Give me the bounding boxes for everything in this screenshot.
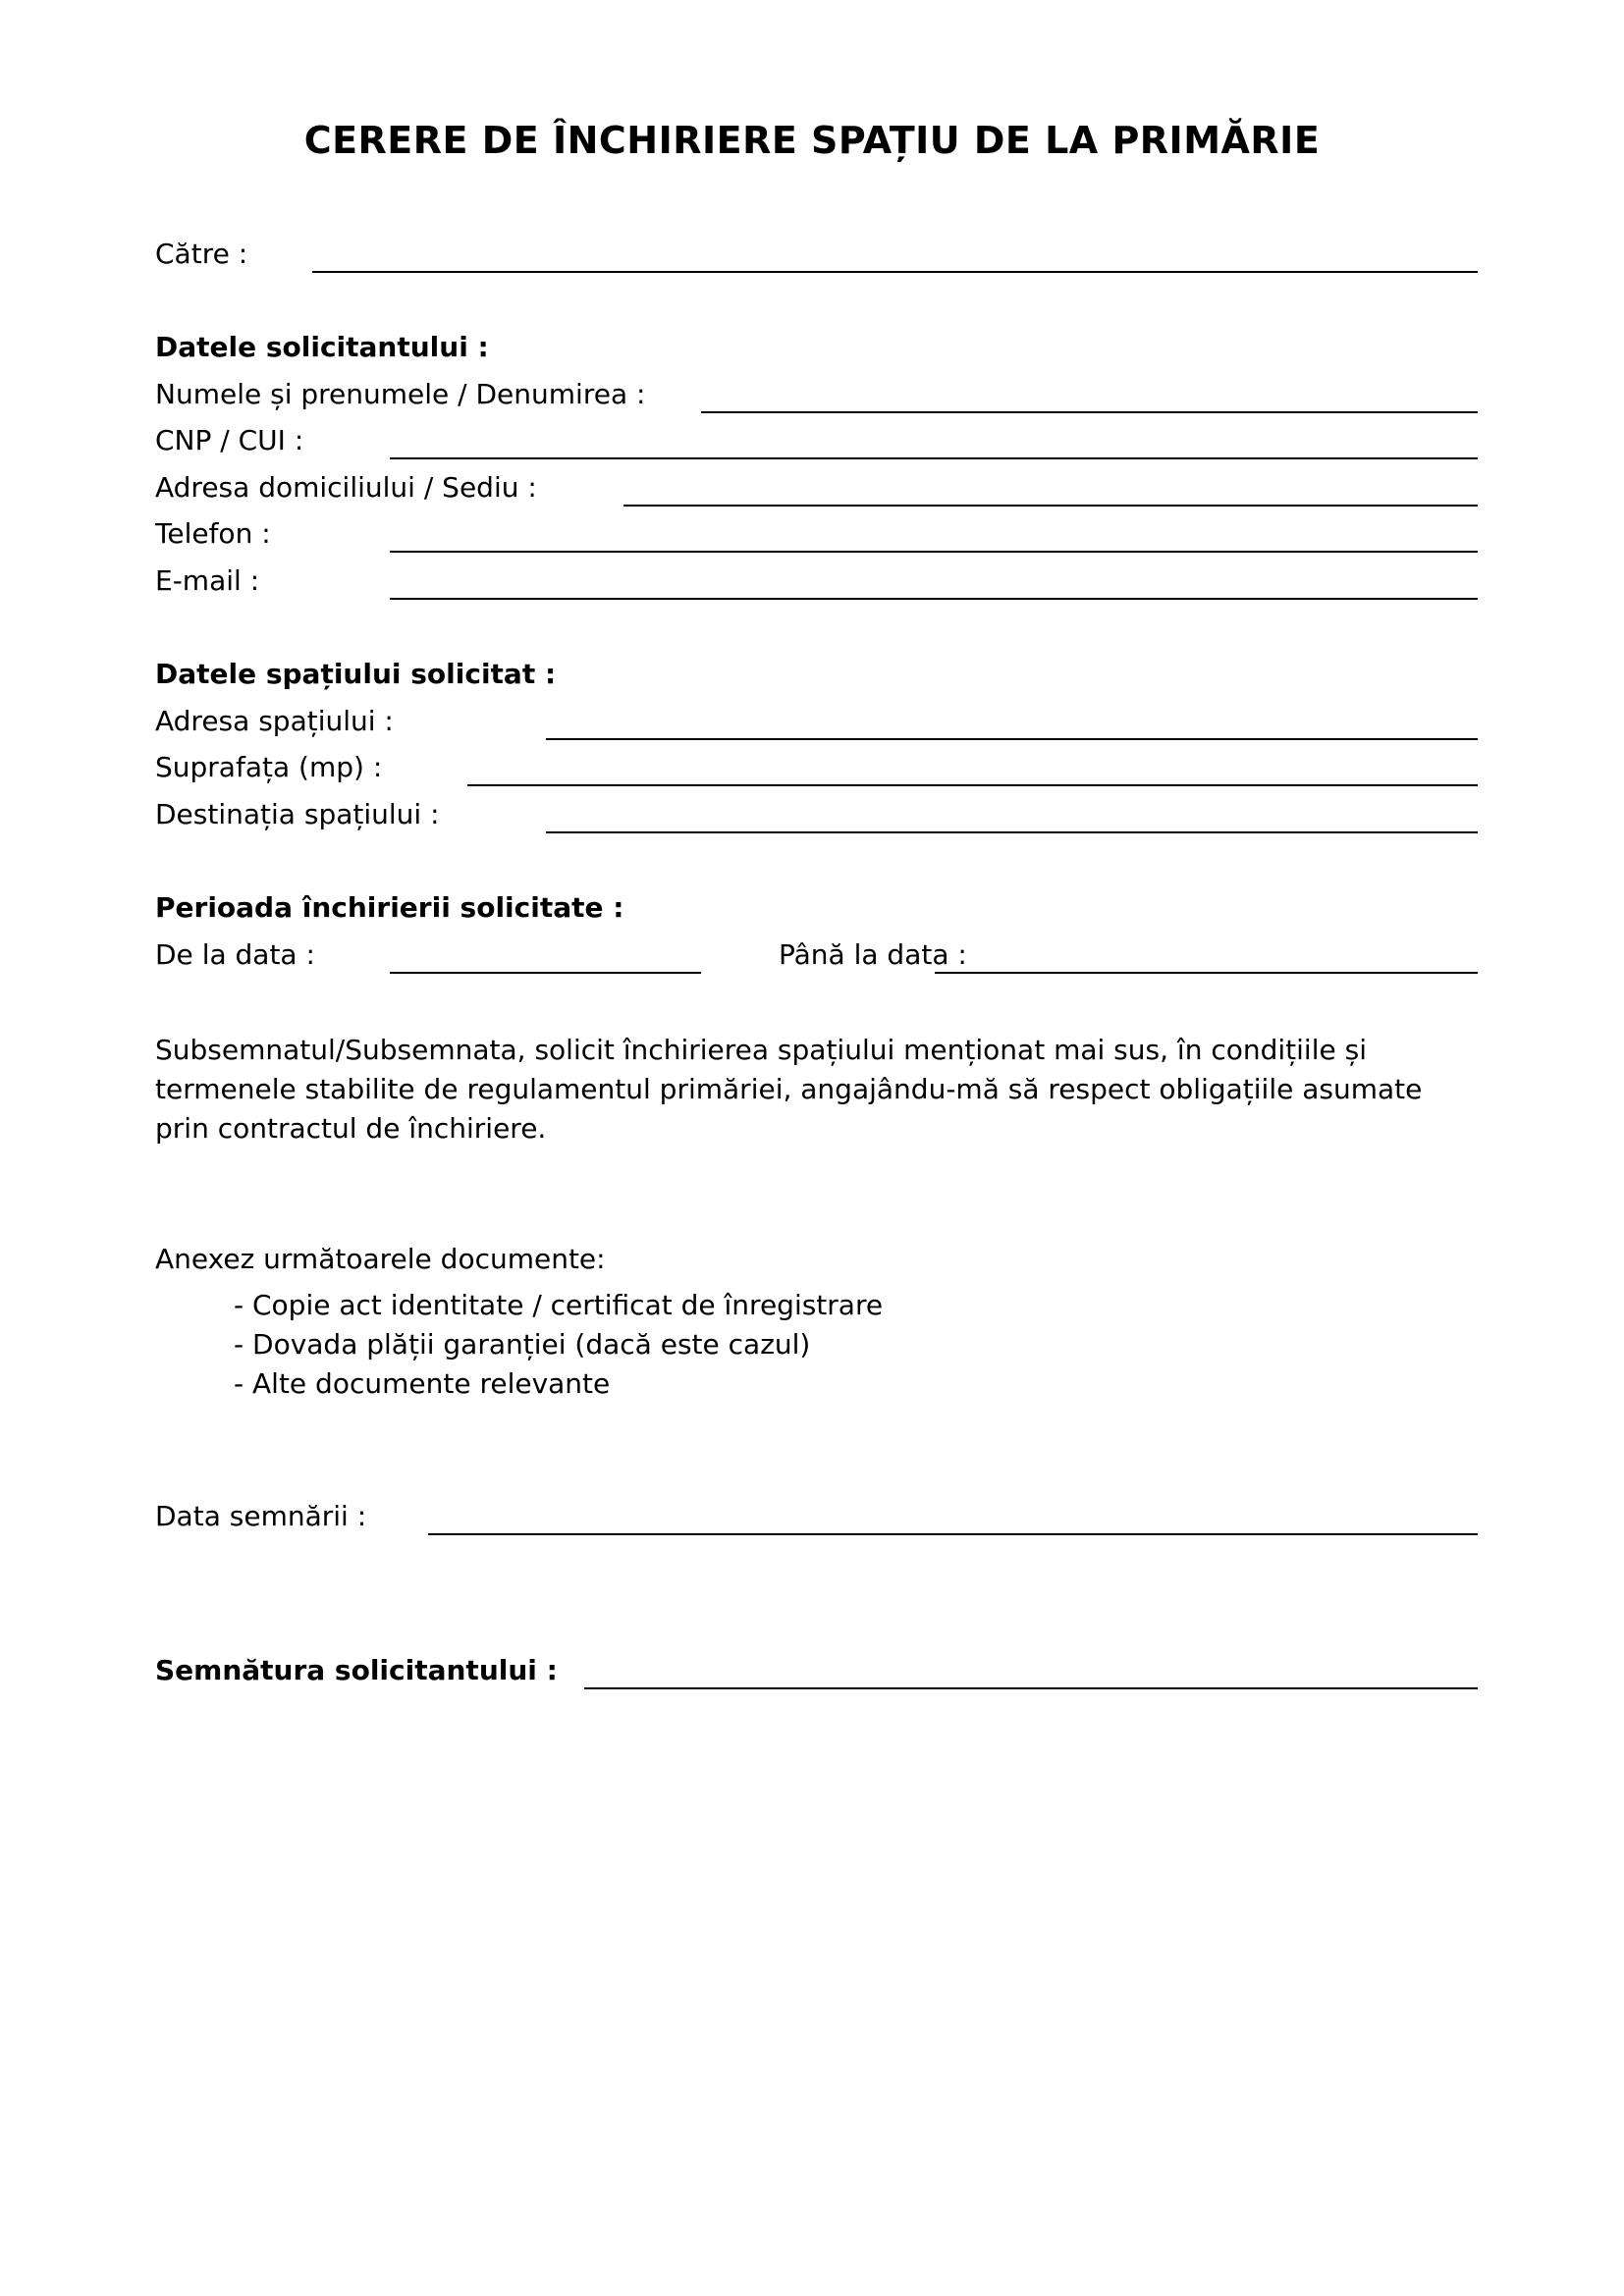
space-purpose-label: Destinația spațiului :: [155, 798, 440, 830]
annexes-intro: Anexez următoarele documente:: [155, 1243, 606, 1275]
recipient-label: Către :: [155, 238, 248, 270]
space-purpose-field[interactable]: [546, 831, 1478, 833]
period-heading: Perioada închirierii solicitate :: [155, 891, 624, 924]
space-heading: Datele spațiului solicitat :: [155, 658, 557, 690]
annex-item: - Copie act identitate / certificat de înregistrare: [234, 1289, 884, 1321]
period-from-field[interactable]: [390, 972, 701, 974]
period-to-field[interactable]: [935, 972, 1478, 974]
space-area-label: Suprafața (mp) :: [155, 751, 383, 783]
applicant-address-label: Adresa domiciliului / Sediu :: [155, 471, 537, 504]
applicant-name-field[interactable]: [701, 411, 1478, 413]
applicant-email-label: E-mail :: [155, 564, 260, 597]
annex-item: - Dovada plății garanției (dacă este cazul): [234, 1328, 811, 1361]
signing-date-field[interactable]: [428, 1533, 1478, 1535]
signature-label: Semnătura solicitantului :: [155, 1654, 558, 1686]
annex-item: - Alte documente relevante: [234, 1367, 611, 1400]
applicant-phone-label: Telefon :: [155, 517, 271, 550]
signing-date-label: Data semnării :: [155, 1500, 367, 1532]
applicant-phone-field[interactable]: [390, 551, 1478, 553]
space-address-field[interactable]: [546, 738, 1478, 740]
applicant-heading: Datele solicitantului :: [155, 331, 489, 363]
page-title: CERERE DE ÎNCHIRIERE SPAȚIU DE LA PRIMĂRIE: [303, 119, 1321, 162]
space-area-field[interactable]: [467, 784, 1478, 786]
signature-field[interactable]: [584, 1687, 1478, 1689]
applicant-address-field[interactable]: [623, 505, 1478, 507]
space-address-label: Adresa spațiului :: [155, 705, 394, 737]
period-from-label: De la data :: [155, 938, 315, 971]
recipient-field[interactable]: [312, 271, 1478, 273]
declaration-text: Subsemnatul/Subsemnata, solicit închirierea spațiului menționat mai sus, în condițiile și termenele stabilite de regulamentul primăriei, angajându-mă să respect obligațiile asumate prin contractul de închiriere.: [155, 1034, 1423, 1145]
applicant-name-label: Numele și prenumele / Denumirea :: [155, 378, 646, 410]
applicant-email-field[interactable]: [390, 598, 1478, 600]
period-to-label: Până la data :: [779, 938, 967, 971]
applicant-cnp-field[interactable]: [390, 457, 1478, 459]
applicant-cnp-label: CNP / CUI :: [155, 424, 304, 456]
